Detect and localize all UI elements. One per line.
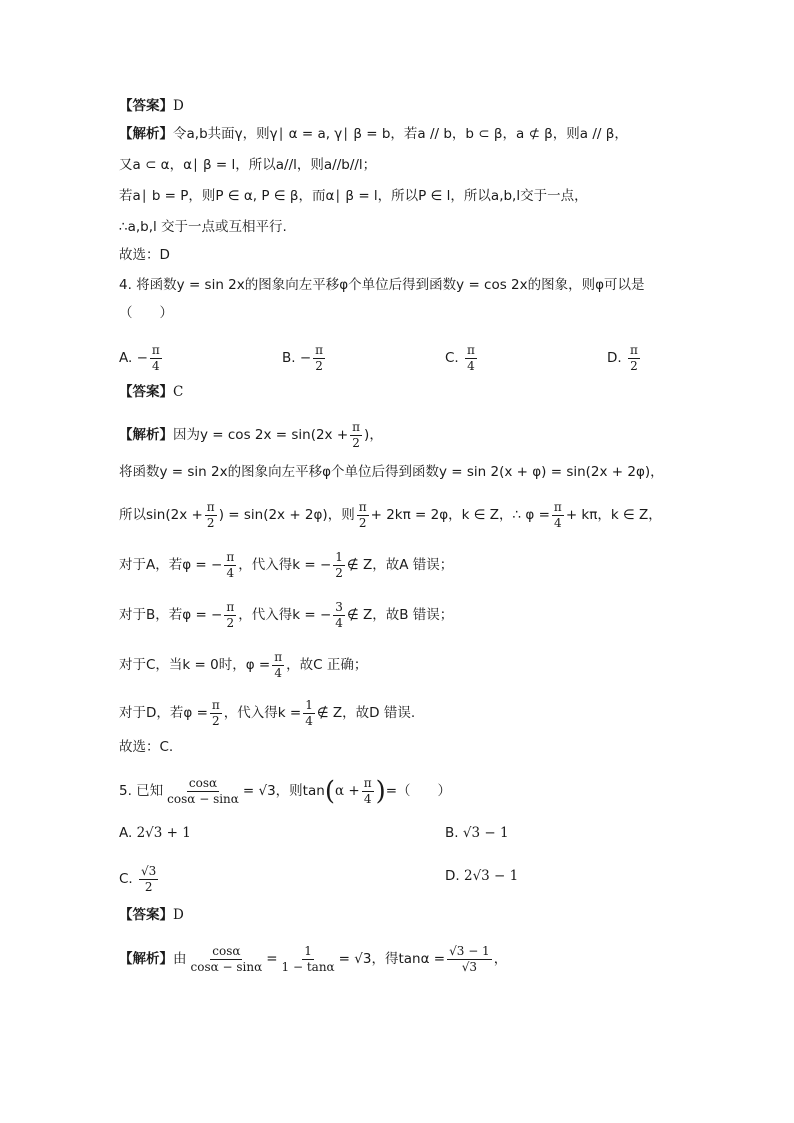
frac-den: cosα − sinα	[190, 960, 263, 974]
frac-den: 4	[467, 359, 475, 373]
fraction	[165, 776, 241, 807]
q3-analysis-line2	[119, 155, 376, 175]
answer-value: D	[173, 98, 184, 114]
q3-analysis-line4	[119, 217, 287, 237]
frac-num: √3 − 1	[449, 944, 490, 958]
fraction	[210, 698, 222, 729]
answer-paren: （ ）	[119, 305, 173, 321]
frac-den: cosα − sinα	[167, 792, 239, 806]
analysis-text: 令a,b共面γ，则γ∣ α = a, γ∣ β = b，若a // b，b ⊂ β，a ⊄ β，则a // β，	[173, 126, 628, 142]
fraction	[224, 600, 236, 631]
option-text: √3 − 1	[462, 825, 509, 841]
frac-den: 4	[226, 566, 235, 580]
analysis-text: 因为y = cos 2x = sin(2x +	[173, 427, 349, 443]
frac-num: π	[226, 550, 235, 564]
fraction	[333, 550, 345, 581]
frac-num: π	[274, 650, 283, 664]
fraction	[350, 420, 362, 451]
question-stem: 4. 将函数y = sin 2x的图象向左平移φ个单位后得到函数y = cos 2x的图象，则φ可以是	[119, 277, 645, 293]
frac-den: 4	[554, 516, 562, 530]
option-fraction	[313, 343, 325, 374]
frac-den: 4	[363, 792, 372, 806]
q3-answer	[119, 96, 184, 116]
option-label: D.	[607, 350, 622, 366]
option-text: 2√3 − 1	[463, 868, 519, 884]
analysis-text: ，	[493, 951, 508, 967]
q4-answer	[119, 382, 183, 402]
alpha-plus: α +	[334, 783, 360, 799]
frac-den: √3	[461, 960, 478, 974]
frac-num: π	[467, 343, 475, 357]
fraction	[333, 600, 345, 631]
fraction	[303, 698, 315, 729]
frac-num: π	[226, 600, 235, 614]
q4-option-d	[607, 343, 642, 374]
q5-answer	[119, 905, 184, 925]
option-label: B.	[445, 825, 459, 841]
analysis-text: 对于D，若φ =	[119, 705, 208, 721]
q4-stem	[119, 275, 645, 295]
question-stem: = √3，则tan	[242, 783, 325, 799]
frac-den: 4	[335, 616, 343, 630]
analysis-text: ∉ Z，故B 错误；	[346, 607, 454, 623]
frac-den: 2	[226, 616, 235, 630]
fraction	[280, 944, 337, 975]
analysis-text: ，代入得k =	[223, 705, 302, 721]
q4-analysis-line6	[119, 650, 367, 681]
q5-stem	[119, 776, 451, 807]
answer-label: 【答案】	[119, 384, 173, 400]
option-sign: −	[299, 350, 312, 366]
q4-analysis-line5	[119, 600, 453, 631]
analysis-text: + kπ，k ∈ Z，	[565, 507, 662, 523]
analysis-label: 【解析】	[119, 427, 173, 443]
analysis-text: ，故C 正确；	[286, 657, 368, 673]
answer-value: D	[173, 907, 184, 923]
frac-den: 2	[335, 566, 343, 580]
analysis-label: 【解析】	[119, 126, 173, 142]
q4-option-a	[119, 343, 164, 374]
analysis-text: 由	[173, 951, 187, 967]
option-label: C.	[119, 871, 133, 887]
frac-den: 2	[352, 436, 360, 450]
frac-den: 1 − tanα	[281, 960, 335, 974]
analysis-text: 所以sin(2x +	[119, 507, 203, 523]
option-label: B.	[282, 350, 296, 366]
frac-num: π	[206, 500, 215, 514]
q5-option-b	[445, 823, 509, 843]
option-label: A.	[119, 825, 133, 841]
frac-num: π	[151, 343, 160, 357]
option-fraction	[139, 864, 158, 895]
analysis-text: ∉ Z，故A 错误；	[346, 557, 454, 573]
answer-label: 【答案】	[119, 98, 173, 114]
frac-num: 1	[335, 550, 343, 564]
q4-select	[119, 737, 173, 757]
question-stem: 5. 已知	[119, 783, 164, 799]
option-fraction	[465, 343, 477, 374]
analysis-text: 对于C，当k = 0时，φ =	[119, 657, 271, 673]
analysis-text: + 2kπ = 2φ，k ∈ Z，∴ φ =	[370, 507, 550, 523]
q4-analysis-line7	[119, 698, 415, 729]
q4-option-b	[282, 343, 327, 374]
q3-analysis-line1	[119, 124, 628, 144]
frac-den: 2	[144, 880, 153, 894]
analysis-text: ∴a,b,l 交于一点或互相平行.	[119, 219, 287, 235]
q5-option-d	[445, 866, 518, 886]
analysis-text: ∉ Z，故D 错误.	[316, 705, 416, 721]
frac-num: π	[363, 776, 372, 790]
analysis-text: 又a ⊂ α，α∣ β = l，所以a//l，则a//b//l；	[119, 157, 377, 173]
frac-den: 2	[206, 516, 215, 530]
fraction	[205, 500, 217, 531]
analysis-text: = √3，得tanα =	[338, 951, 446, 967]
frac-num: 1	[304, 944, 312, 958]
left-paren: (	[324, 776, 335, 807]
frac-den: 2	[212, 714, 220, 728]
q4-analysis-line4	[119, 550, 453, 581]
frac-num: π	[211, 698, 220, 712]
fraction	[362, 776, 374, 807]
q3-analysis-line3	[119, 186, 588, 206]
option-sign: −	[136, 350, 148, 366]
frac-den: 2	[315, 359, 323, 373]
q4-analysis-line2	[119, 462, 664, 482]
select-text: 故选：C.	[119, 739, 174, 755]
option-fraction	[150, 343, 162, 374]
fraction	[357, 500, 369, 531]
analysis-text: 将函数y = sin 2x的图象向左平移φ个单位后得到函数y = sin 2(x + φ) = sin(2x + 2φ)，	[119, 464, 664, 480]
q5-option-c	[119, 864, 160, 895]
q3-select	[119, 245, 170, 265]
frac-num: 1	[305, 698, 313, 712]
option-label: D.	[445, 868, 460, 884]
frac-num: √3	[141, 864, 157, 878]
frac-den: 2	[358, 516, 367, 530]
analysis-text: ) = sin(2x + 2φ)，则	[218, 507, 355, 523]
q5-option-a	[119, 823, 191, 843]
frac-den: 4	[152, 359, 160, 373]
select-text: 故选：D	[119, 247, 170, 263]
q4-paren	[119, 303, 173, 323]
analysis-label: 【解析】	[119, 951, 173, 967]
analysis-text: 对于A，若φ = −	[119, 557, 223, 573]
q4-analysis-line1	[119, 420, 383, 451]
fraction	[552, 500, 564, 531]
option-label: C.	[445, 350, 459, 366]
frac-num: π	[315, 343, 324, 357]
question-stem: =（ ）	[385, 783, 452, 799]
frac-num: π	[358, 500, 367, 514]
frac-num: cosα	[212, 944, 241, 958]
answer-value: C	[173, 384, 184, 400]
option-fraction	[628, 343, 640, 374]
q4-option-c	[445, 343, 479, 374]
frac-num: π	[553, 500, 562, 514]
option-text: 2√3 + 1	[136, 825, 191, 841]
frac-den: 4	[274, 666, 283, 680]
frac-num: cosα	[188, 776, 218, 790]
analysis-text: )，	[364, 427, 383, 443]
analysis-text: ，代入得k = −	[238, 607, 332, 623]
option-label: A.	[119, 350, 133, 366]
analysis-text: 对于B，若φ = −	[119, 607, 223, 623]
frac-num: π	[629, 343, 638, 357]
equals: =	[266, 951, 278, 967]
q5-analysis-line1	[119, 944, 507, 975]
q4-analysis-line3	[119, 500, 662, 531]
fraction	[224, 550, 236, 581]
fraction	[447, 944, 492, 975]
analysis-text: ，代入得k = −	[238, 557, 332, 573]
right-paren: )	[375, 776, 386, 807]
fraction	[272, 650, 284, 681]
frac-num: π	[352, 420, 361, 434]
answer-label: 【答案】	[119, 907, 173, 923]
fraction	[189, 944, 265, 975]
analysis-text: 若a∣ b = P，则P ∈ α, P ∈ β，而α∣ β = l，所以P ∈ l，所以a,b,l交于一点，	[119, 188, 588, 204]
frac-num: 3	[335, 600, 343, 614]
frac-den: 4	[305, 714, 313, 728]
frac-den: 2	[630, 359, 638, 373]
